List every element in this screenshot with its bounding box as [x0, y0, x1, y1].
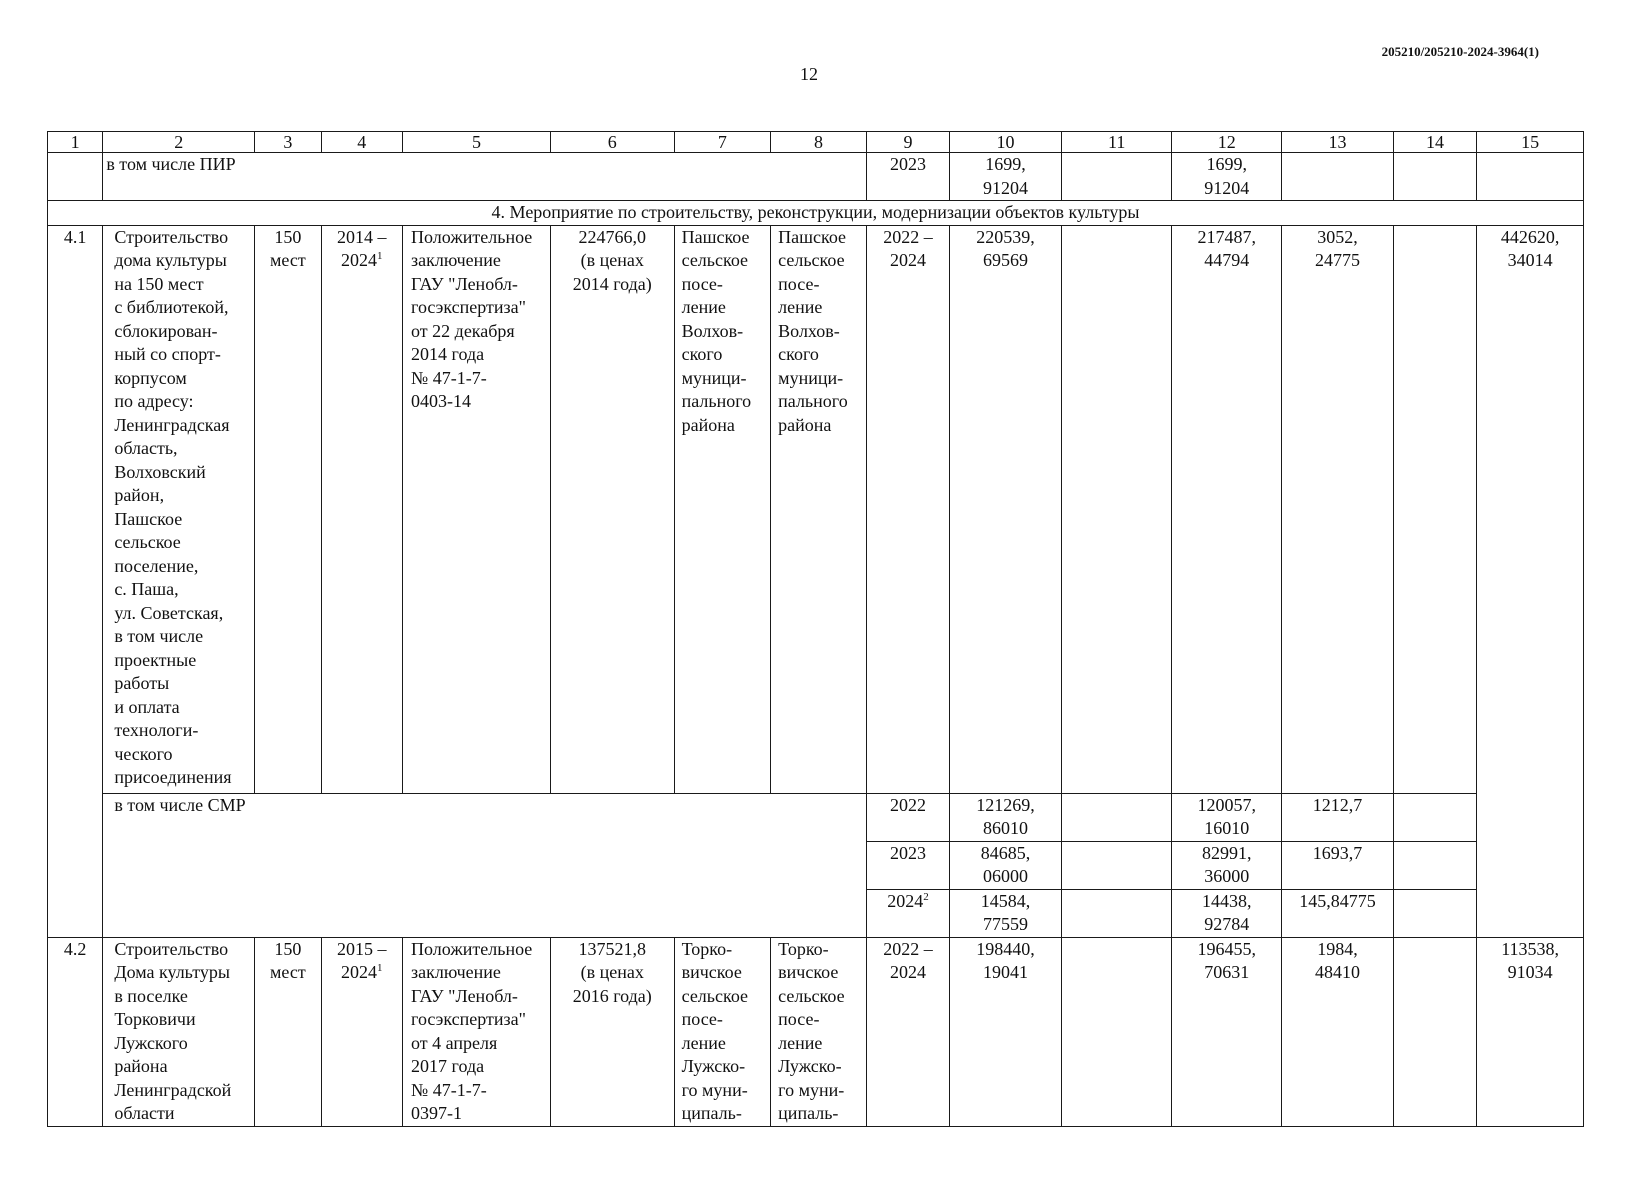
col-header: 2 — [103, 132, 255, 153]
section-row — [48, 201, 1584, 226]
expertise: Положительное заключение ГАУ "Ленобл- госэкспертиза" от 22 декабря 2014 года № 47-1-7- 0403-14 — [403, 225, 551, 793]
balance: 113538, 91034 — [1477, 937, 1584, 1126]
budget-table — [47, 131, 1584, 1127]
year-footnote: 2 — [923, 890, 929, 903]
empty-cell — [1393, 937, 1476, 1126]
row-4-2 — [48, 937, 1584, 1126]
col-header: 1 — [48, 132, 103, 153]
customer: Торко- вичское сельское посе- ление Лужско- го муни- ципаль- — [674, 937, 771, 1126]
smr-col12: 82991, 36000 — [1172, 841, 1282, 889]
col-header: 9 — [866, 132, 949, 153]
col-header: 15 — [1477, 132, 1584, 153]
pir-year: 2023 — [866, 153, 949, 201]
page-number: 12 — [800, 64, 818, 84]
smr-label: в том числе СМР — [103, 793, 866, 937]
smr-col10: 84685, 06000 — [950, 841, 1062, 889]
period-footnote: 1 — [377, 962, 383, 974]
smr-year: 2022 — [866, 793, 949, 841]
column-number-row — [48, 132, 1584, 153]
empty-cell — [1393, 153, 1476, 201]
object-name: Строительство Дома культуры в поселке Торковичи Лужского района Ленинградской области — [103, 937, 255, 1126]
local-funding: 1984, 48410 — [1282, 937, 1394, 1126]
row-number: 4.1 — [48, 225, 103, 937]
smr-col12: 14438, 92784 — [1172, 889, 1282, 937]
empty-cell — [1393, 889, 1476, 937]
period-text: 2014 – 2024 — [337, 226, 387, 270]
pir-label: в том числе ПИР — [103, 153, 866, 201]
smr-col10: 14584, 77559 — [950, 889, 1062, 937]
regional-funding: 217487, 44794 — [1172, 225, 1282, 793]
balance: 442620, 34014 — [1477, 225, 1584, 937]
col-header: 14 — [1393, 132, 1476, 153]
section-title: 4. Мероприятие по строительству, реконструкции, модернизации объектов культуры — [48, 201, 1584, 226]
capacity: 150 мест — [255, 937, 321, 1126]
developer: Пашское сельское посе- ление Волхов- ского муници- пального района — [771, 225, 867, 793]
empty-cell — [1061, 793, 1172, 841]
col-header: 12 — [1172, 132, 1282, 153]
row-number: 4.2 — [48, 937, 103, 1126]
col-header: 6 — [550, 132, 674, 153]
empty-cell — [1477, 153, 1584, 201]
period-footnote: 1 — [377, 250, 383, 262]
empty-cell — [48, 153, 103, 201]
empty-cell — [1061, 889, 1172, 937]
developer: Торко- вичское сельское посе- ление Лужско- го муни- ципаль- — [771, 937, 867, 1126]
empty-cell — [1393, 793, 1476, 841]
col-header: 7 — [674, 132, 771, 153]
capacity: 150 мест — [255, 225, 321, 793]
expertise: Положительное заключение ГАУ "Ленобл- госэкспертиза" от 4 апреля 2017 года № 47-1-7- 0397-1 — [403, 937, 551, 1126]
col-header: 3 — [255, 132, 321, 153]
col-header: 10 — [950, 132, 1062, 153]
period — [321, 225, 402, 793]
empty-cell — [1061, 841, 1172, 889]
smr-year: 2023 — [866, 841, 949, 889]
empty-cell — [1061, 153, 1172, 201]
period-text: 2015 – 2024 — [337, 938, 387, 982]
estimated-cost: 224766,0 (в ценах 2014 года) — [550, 225, 674, 793]
col-header: 5 — [403, 132, 551, 153]
smr-col12: 120057, 16010 — [1172, 793, 1282, 841]
col-header: 4 — [321, 132, 402, 153]
customer: Пашское сельское посе- ление Волхов- ского муници- пального района — [674, 225, 771, 793]
row-4-1 — [48, 225, 1584, 793]
smr-col13: 1212,7 — [1282, 793, 1394, 841]
pir-col10: 1699, 91204 — [950, 153, 1062, 201]
local-funding: 3052, 24775 — [1282, 225, 1394, 793]
regional-funding: 196455, 70631 — [1172, 937, 1282, 1126]
years: 2022 – 2024 — [866, 225, 949, 793]
col-header: 13 — [1282, 132, 1394, 153]
col-header: 8 — [771, 132, 867, 153]
empty-cell — [1282, 153, 1394, 201]
smr-year-text: 2024 — [887, 890, 924, 911]
smr-col13: 145,84775 — [1282, 889, 1394, 937]
smr-col13: 1693,7 — [1282, 841, 1394, 889]
empty-cell — [1061, 225, 1172, 793]
estimated-cost: 137521,8 (в ценах 2016 года) — [550, 937, 674, 1126]
col-header: 11 — [1061, 132, 1172, 153]
document-id: 205210/205210-2024-3964(1) — [1381, 44, 1539, 59]
pir-row — [48, 153, 1584, 201]
period — [321, 937, 402, 1126]
empty-cell — [1393, 225, 1476, 793]
smr-year — [866, 889, 949, 937]
smr-col10: 121269, 86010 — [950, 793, 1062, 841]
object-name: Строительство дома культуры на 150 мест с библиотекой, сблокирован- ный со спорт- корпусом по адресу: Ленинградская область, Волховский район, Пашское сельское поселение, с. Паша, ул. Советская, в том числе проектные работы и оплата технологи- ческого присоединения — [103, 225, 255, 793]
years: 2022 – 2024 — [866, 937, 949, 1126]
smr-row — [48, 793, 1584, 841]
empty-cell — [1393, 841, 1476, 889]
pir-col12: 1699, 91204 — [1172, 153, 1282, 201]
total-funding: 198440, 19041 — [950, 937, 1062, 1126]
empty-cell — [1061, 937, 1172, 1126]
total-funding: 220539, 69569 — [950, 225, 1062, 793]
